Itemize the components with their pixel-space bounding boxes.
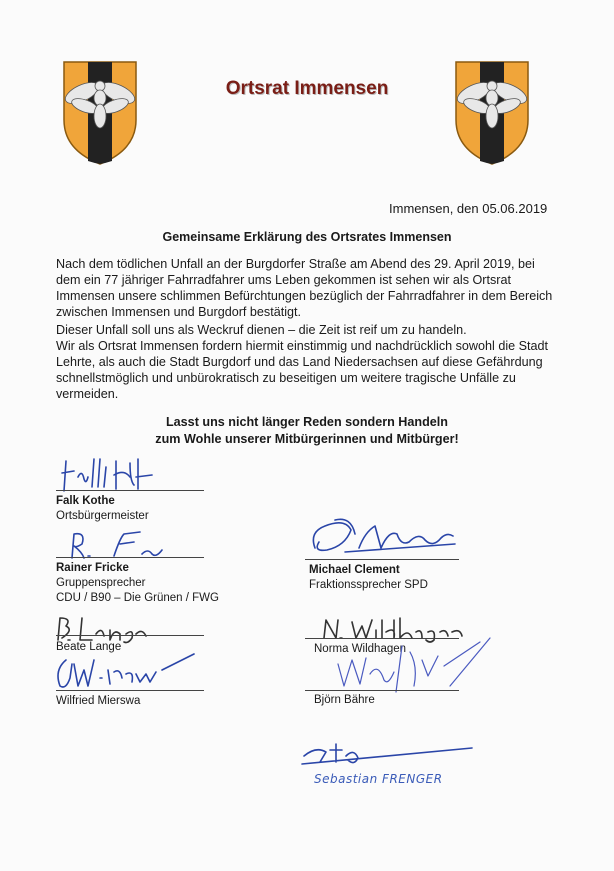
signature-clement bbox=[305, 512, 465, 560]
signer-name-lange: Beate Lange bbox=[56, 641, 122, 653]
handwritten-name-frenger: Sebastian FRENGER bbox=[314, 772, 443, 786]
crest-left-icon bbox=[60, 58, 140, 168]
signature-mierswa bbox=[52, 650, 202, 694]
signer-role-fricke: Gruppensprecher bbox=[56, 577, 146, 589]
signature-line-kothe bbox=[56, 490, 204, 491]
signature-kothe bbox=[60, 455, 160, 495]
callout-line-1: Lasst uns nicht länger Reden sondern Handeln bbox=[165, 415, 448, 429]
callout bbox=[0, 414, 614, 448]
paragraph-1: Nach dem tödlichen Unfall an der Burgdorfer Straße am Abend des 29. April 2019, bei dem ein 77 jähriger Fahrradfahrer ums Leben gekommen ist sehen wir als Ortsrat Immensen unsere schlimmen Befürchtungen bezüglich der Fahrradfahrer in dem Bereich zwischen Immensen und Burgdorf bestätigt. bbox=[56, 257, 553, 319]
signer-role-kothe: Ortsbürgermeister bbox=[56, 510, 149, 522]
signature-line-fricke bbox=[56, 557, 204, 558]
signature-block-mierswa bbox=[56, 694, 140, 709]
signature-line-mierswa bbox=[56, 690, 204, 691]
paragraph-2: Dieser Unfall soll uns als Weckruf dienen – die Zeit ist reif um zu handeln. Wir als Ortsrat Immensen fordern hiermit einstimmig und nachdrücklich sowohl die Stadt Lehrte, als auch die Stadt Burgdorf und das Land Niedersachsen auf diese Gefährdung schnellstmöglich und unbürokratisch zu beseitigen um weitere tragische Unfälle zu vermeiden. bbox=[56, 323, 549, 401]
signer-name-mierswa: Wilfried Mierswa bbox=[56, 695, 141, 707]
signer-name-wildhagen: Norma Wildhagen bbox=[314, 643, 407, 655]
signature-block-kothe bbox=[56, 494, 149, 524]
signature-block-baehre bbox=[314, 693, 375, 708]
signer-name-clement: Michael Clement bbox=[309, 564, 400, 576]
signer-role-clement: Fraktionssprecher SPD bbox=[309, 579, 428, 591]
signature-baehre bbox=[330, 636, 500, 694]
signature-block-fricke bbox=[56, 561, 219, 606]
document-heading: Gemeinsame Erklärung des Ortsrates Immensen bbox=[162, 230, 452, 244]
crest-right-icon bbox=[452, 58, 532, 168]
signature-frenger bbox=[296, 738, 476, 766]
signature-line-clement bbox=[305, 559, 459, 560]
signature-block-clement bbox=[309, 563, 428, 593]
signer-name-fricke: Rainer Fricke bbox=[56, 562, 129, 574]
date-line: Immensen, den 05.06.2019 bbox=[389, 201, 548, 216]
page-title: Ortsrat Immensen bbox=[225, 78, 389, 99]
signer-party-fricke: CDU / B90 – Die Grünen / FWG bbox=[56, 592, 219, 604]
signature-line-lange bbox=[56, 635, 204, 636]
callout-line-2: zum Wohle unserer Mitbürgerinnen und Mitbürger! bbox=[155, 432, 459, 446]
signature-line-baehre bbox=[305, 690, 459, 691]
signer-name-kothe: Falk Kothe bbox=[56, 495, 115, 507]
signer-name-baehre: Björn Bähre bbox=[314, 694, 375, 706]
